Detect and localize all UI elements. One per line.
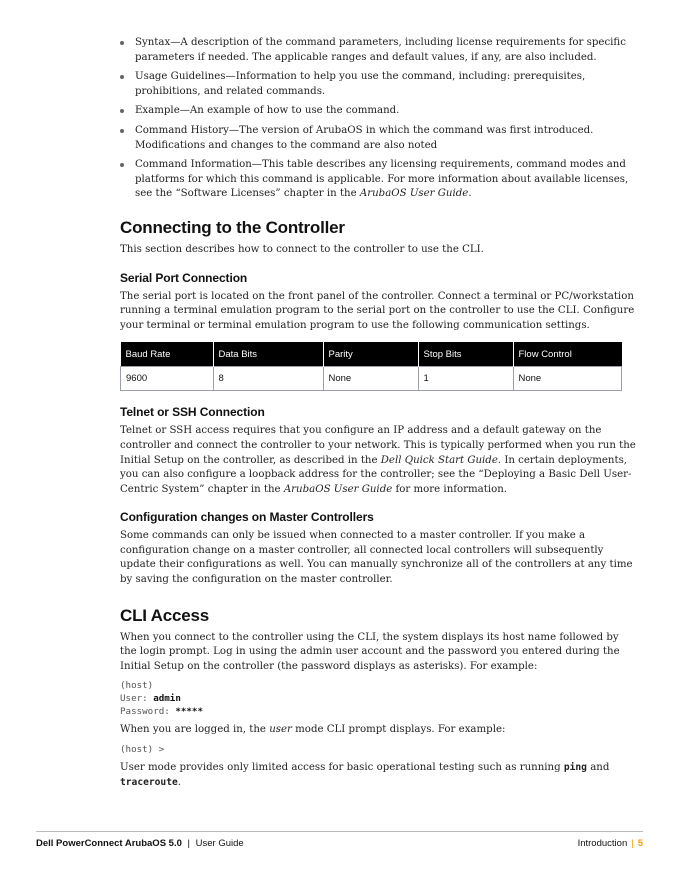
subsection-title-telnet: Telnet or SSH Connection bbox=[120, 405, 265, 420]
bullet-icon bbox=[120, 129, 124, 133]
config-body: Some commands can only be issued when connected to a master controller. If you make a configuration change on a master controller, all connected local controllers will subsequently update their configurations as well. You can manually synchronize all of the controllers at any time by saving the configuration on the master controller. bbox=[120, 530, 633, 586]
table-cell: None bbox=[323, 367, 418, 391]
subsection-title-serial: Serial Port Connection bbox=[120, 270, 248, 285]
logged-in-text: When you are logged in, the user mode CLI prompt displays. For example: bbox=[120, 724, 506, 736]
login-code-block: (host) User: admin Password: ***** bbox=[120, 680, 203, 717]
prompt-code-block: (host) > bbox=[120, 743, 165, 755]
column-header: Stop Bits bbox=[418, 342, 513, 367]
list-item: Example—An example of how to use the command. bbox=[120, 104, 638, 119]
page-number: 5 bbox=[637, 838, 643, 849]
cli-intro: When you connect to the controller using the CLI, the system displays its host name followed by the login prompt. Log in using the admin user account and the password you entered during the Initial Setup on the controller (the password displays as asterisks). For example: bbox=[120, 631, 620, 672]
footer-guide: User Guide bbox=[195, 838, 244, 849]
user-mode-text: User mode provides only limited access for basic operational testing such as running ping and traceroute. bbox=[120, 762, 610, 788]
communication-settings-table bbox=[120, 342, 622, 391]
bullet-icon bbox=[120, 163, 124, 167]
table-cell: 9600 bbox=[121, 367, 214, 391]
footer-separator: | bbox=[187, 838, 190, 849]
connecting-intro: This section describes how to connect to the controller to use the CLI. bbox=[120, 243, 484, 255]
telnet-body: Telnet or SSH access requires that you configure an IP address and a default gateway on the controller and connect the controller to your network. This is typically performed when you run the Initial Setup on the controller, as described in the Dell Quick Start Guide. In certain deployments, you can also configure a loopback address for the controller; see the “Deploying a Basic Dell User-Centric System” chapter in the ArubaOS User Guide for more information. bbox=[120, 425, 636, 495]
table-row bbox=[121, 367, 622, 391]
list-item: Usage Guidelines—Information to help you use the command, including: prerequisites, prohibitions, and related commands. bbox=[120, 70, 638, 99]
column-header: Baud Rate bbox=[121, 342, 214, 367]
serial-body: The serial port is located on the front panel of the controller. Connect a terminal or PC/workstation running a terminal emulation program to the serial port on the controller to use the CLI. Configure your terminal or terminal emulation program to use the following communication settings. bbox=[120, 290, 635, 331]
footer-chapter: Introduction bbox=[577, 838, 628, 849]
table-cell: None bbox=[513, 367, 622, 391]
table-header-row bbox=[121, 342, 622, 367]
page-footer bbox=[36, 838, 643, 852]
list-item: Command Information—This table describes any licensing requirements, command modes and platforms for which this command is applicable. For more information about available licenses, see the “Software Licenses” chapter in the ArubaOS User Guide. bbox=[120, 158, 638, 202]
table-cell: 1 bbox=[418, 367, 513, 391]
column-header: Parity bbox=[323, 342, 418, 367]
subsection-title-config: Configuration changes on Master Controllers bbox=[120, 510, 374, 525]
footer-divider bbox=[36, 831, 643, 832]
section-title-cli: CLI Access bbox=[120, 605, 210, 625]
column-header: Data Bits bbox=[213, 342, 323, 367]
command-description-list bbox=[120, 36, 638, 202]
table-cell: 8 bbox=[213, 367, 323, 391]
section-title-connecting: Connecting to the Controller bbox=[120, 217, 345, 237]
list-item: Syntax—A description of the command parameters, including license requirements for specific parameters if needed. The applicable ranges and default values, if any, are also included. bbox=[120, 36, 638, 65]
column-header: Flow Control bbox=[513, 342, 622, 367]
footer-product: Dell PowerConnect ArubaOS 5.0 bbox=[36, 838, 182, 849]
list-item: Command History—The version of ArubaOS in which the command was first introduced. Modifications and changes to the command are also noted bbox=[120, 124, 638, 153]
footer-separator: | bbox=[631, 838, 634, 849]
bullet-icon bbox=[120, 75, 124, 79]
page-content bbox=[120, 36, 638, 791]
bullet-icon bbox=[120, 109, 124, 113]
bullet-icon bbox=[120, 41, 124, 45]
